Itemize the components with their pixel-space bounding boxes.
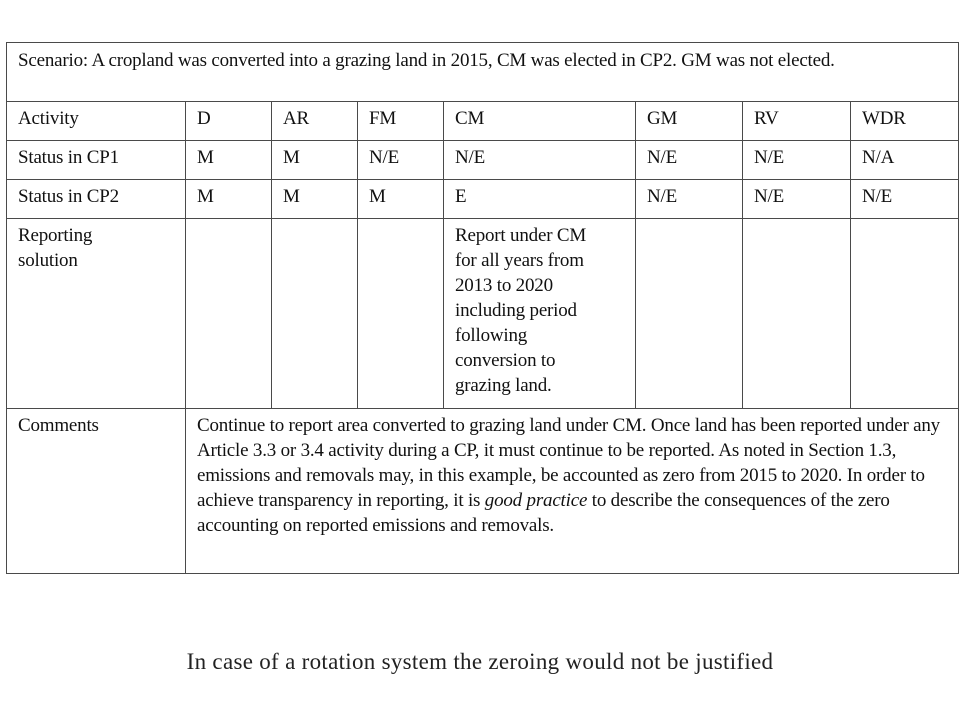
reporting-cell-wdr (851, 219, 959, 409)
header-cell-gm: GM (636, 102, 743, 141)
status-cp2-rv: N/E (743, 180, 851, 219)
comments-text-part1: Continue to report area converted to grazing land under CM. Once land has been reported under any Article 3.3 or 3.4 activity during a CP, it must continue to be reported. As noted in Section 1.3, emissions and removals may, in this example, be accounted as zero from 2015 to 2020. In order to achieve transparency in reporting, it is (197, 415, 940, 511)
status-cp2-cm: E (444, 180, 636, 219)
status-cp2-ar: M (272, 180, 358, 219)
header-cell-rv: RV (743, 102, 851, 141)
reporting-cell-rv (743, 219, 851, 409)
status-cp1-row (7, 141, 959, 180)
reporting-cell-cm: Report under CM for all years from 2013 to 2020 including period following conversion to grazing land. (444, 219, 636, 409)
slide-caption: In case of a rotation system the zeroing would not be justified (186, 649, 774, 674)
status-cp1-d: M (186, 141, 272, 180)
reporting-row (7, 219, 959, 409)
header-cell-cm: CM (444, 102, 636, 141)
header-cell-wdr: WDR (851, 102, 959, 141)
status-cp2-gm: N/E (636, 180, 743, 219)
comments-row (7, 409, 959, 574)
status-cp1-gm: N/E (636, 141, 743, 180)
status-cp1-wdr: N/A (851, 141, 959, 180)
status-cp2-d: M (186, 180, 272, 219)
status-cp1-ar: M (272, 141, 358, 180)
header-cell-fm: FM (358, 102, 444, 141)
status-cp1-cm: N/E (444, 141, 636, 180)
reporting-cell-gm (636, 219, 743, 409)
scenario-table (6, 42, 959, 574)
reporting-cell-d (186, 219, 272, 409)
status-cp2-label: Status in CP2 (7, 180, 186, 219)
header-cell-d: D (186, 102, 272, 141)
reporting-cell-ar (272, 219, 358, 409)
comments-label: Comments (7, 409, 186, 574)
scenario-text: Scenario: A cropland was converted into a grazing land in 2015, CM was elected in CP2. GM was not elected. (7, 43, 959, 102)
status-cp2-fm: M (358, 180, 444, 219)
status-cp2-row (7, 180, 959, 219)
comments-text-part2: to describe the consequences of the zero accounting on reported emissions and removals. (197, 490, 890, 536)
comments-text (186, 409, 959, 574)
header-row (7, 102, 959, 141)
header-cell-activity: Activity (7, 102, 186, 141)
scenario-row (7, 43, 959, 102)
status-cp2-wdr: N/E (851, 180, 959, 219)
status-cp1-fm: N/E (358, 141, 444, 180)
status-cp1-label: Status in CP1 (7, 141, 186, 180)
status-cp1-rv: N/E (743, 141, 851, 180)
comments-emphasis: good practice (484, 490, 588, 511)
reporting-label: Reporting solution (7, 219, 186, 409)
header-cell-ar: AR (272, 102, 358, 141)
reporting-cell-fm (358, 219, 444, 409)
